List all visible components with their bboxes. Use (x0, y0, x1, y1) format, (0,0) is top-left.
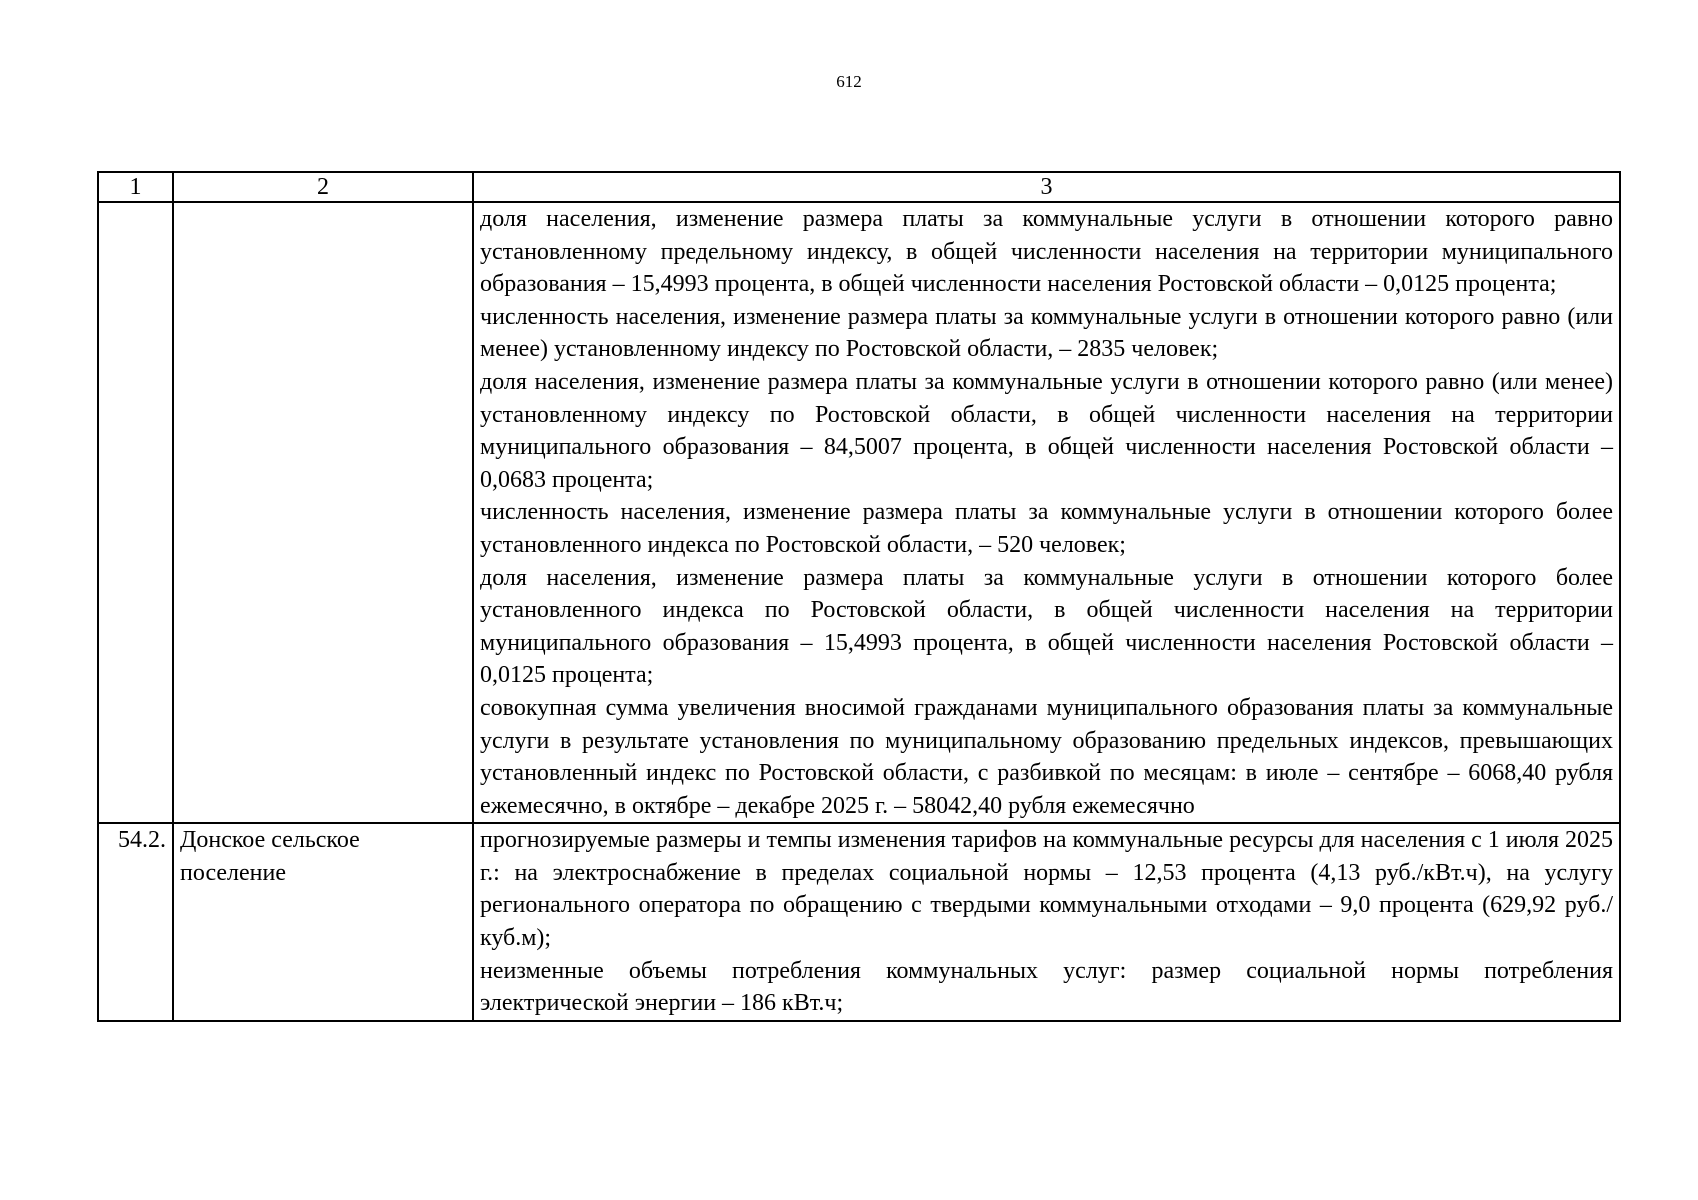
paragraph: доля населения, изменение размера платы за коммунальные услуги в отношении которого равно установленному предельному индексу, в общей численности населения на территории муниципального образования – 15,4993 процента, в общей численности населения Ростовской области – 0,0125 процента; (480, 206, 1613, 298)
table-row (98, 823, 1620, 1021)
paragraph: численность населения, изменение размера платы за коммунальные услуги в отношении которого равно (или менее) установленному индексу по Ростовской области, – 2835 человек; (480, 303, 1613, 363)
header-col-2: 2 (173, 172, 473, 202)
settlement-name: Донское сельское поселение (173, 823, 473, 1021)
row-number (98, 202, 173, 823)
row-description (473, 202, 1620, 823)
table-header-row (98, 172, 1620, 202)
paragraph: доля населения, изменение размера платы за коммунальные услуги в отношении которого равно (или менее) установленному индексу по Ростовской области, в общей численности населения на территории муниципального образования – 84,5007 процента, в общей численности населения Ростовской области – 0,0683 процента; (480, 368, 1613, 493)
row-description (473, 823, 1620, 1021)
header-col-3: 3 (473, 172, 1620, 202)
row-number: 54.2. (98, 823, 173, 1021)
paragraph: неизменные объемы потребления коммунальных услуг: размер социальной нормы потребления электрической энергии – 186 кВт.ч; (480, 957, 1613, 1017)
paragraph: прогнозируемые размеры и темпы изменения тарифов на коммунальные ресурсы для населения с 1 июля 2025 г.: на электроснабжение в пределах социальной нормы – 12,53 процента (4,13 руб./кВт.ч), на услугу регионального оператора по обращению с твердыми коммунальными отходами – 9,0 процента (629,92 руб./куб.м); (480, 827, 1613, 952)
paragraph: доля населения, изменение размера платы за коммунальные услуги в отношении которого более установленного индекса по Ростовской области, в общей численности населения на территории муниципального образования – 15,4993 процента, в общей численности населения Ростовской области – 0,0125 процента; (480, 564, 1613, 689)
table-row (98, 202, 1620, 823)
paragraph: совокупная сумма увеличения вносимой гражданами муниципального образования платы за коммунальные услуги в результате установления по муниципальному образованию предельных индексов, превышающих установленный индекс по Ростовской области, с разбивкой по месяцам: в июле – сентябре – 6068,40 рубля ежемесячно, в октябре – декабре 2025 г. – 58042,40 рубля ежемесячно (480, 694, 1613, 819)
tariff-table (97, 171, 1621, 1022)
header-col-1: 1 (98, 172, 173, 202)
page-number: 612 (836, 72, 862, 91)
settlement-name (173, 202, 473, 823)
paragraph: численность населения, изменение размера платы за коммунальные услуги в отношении которого более установленного индекса по Ростовской области, – 520 человек; (480, 499, 1613, 558)
